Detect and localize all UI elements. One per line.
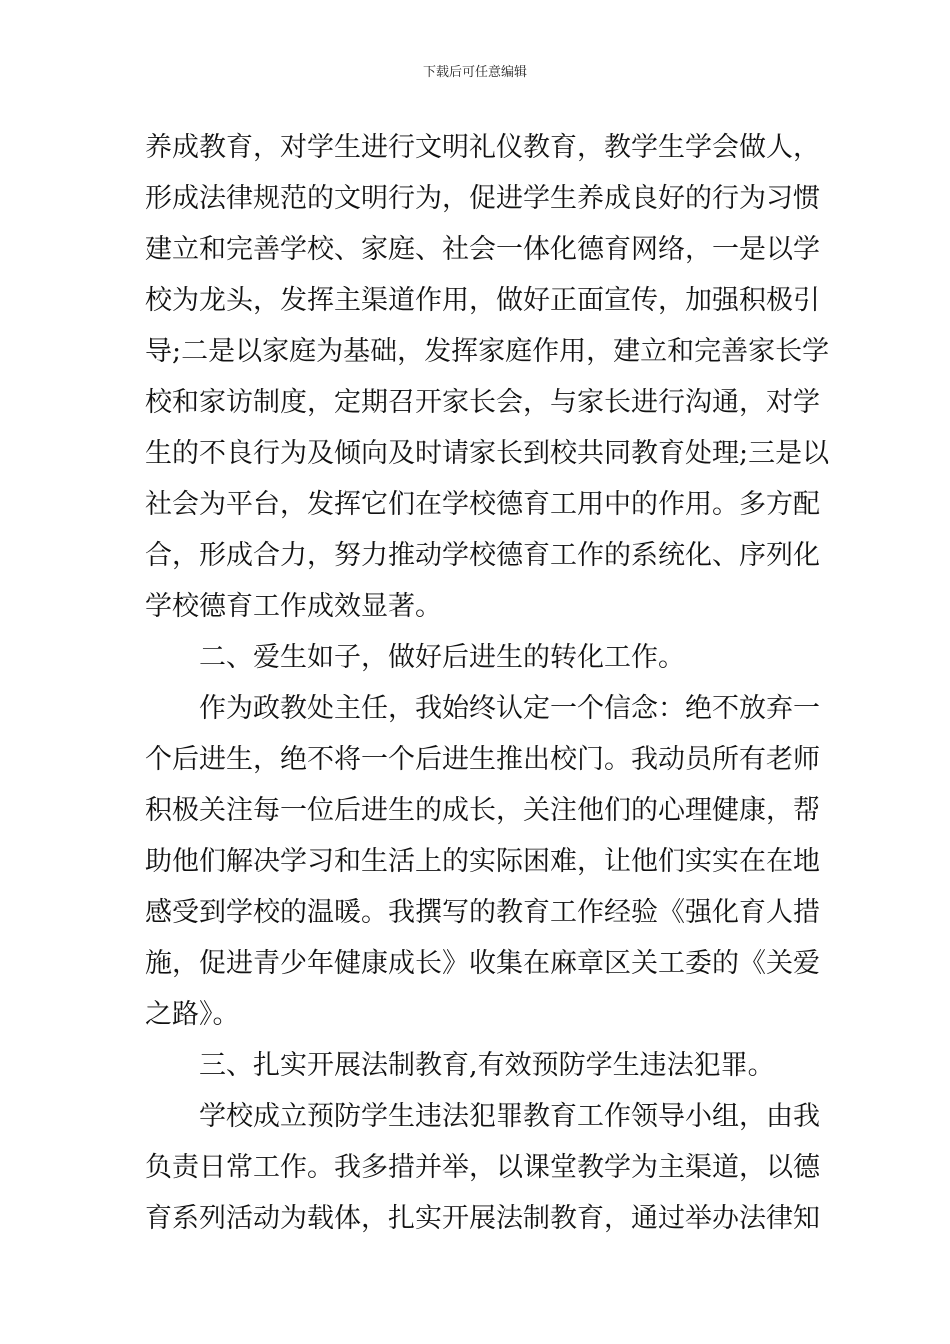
text-line: 感受到学校的温暖。我撰写的教育工作经验《强化育人措 [145,897,820,928]
text-line: 生的不良行为及倾向及时请家长到校共同教育处理;三是以 [145,438,830,469]
text-line: 三、扎实开展法制教育,有效预防学生违法犯罪。 [199,1050,775,1081]
text-line: 积极关注每一位后进生的成长，关注他们的心理健康，帮 [145,795,820,826]
document-body [145,122,830,1244]
text-line: 校和家访制度，定期召开家长会，与家长进行沟通，对学 [145,387,820,418]
text-line: 建立和完善学校、家庭、社会一体化德育网络，一是以学 [145,234,820,265]
text-line: 个后进生，绝不将一个后进生推出校门。我动员所有老师 [145,744,820,775]
text-line: 校为龙头，发挥主渠道作用，做好正面宣传，加强积极引 [145,285,820,316]
text-line: 作为政教处主任，我始终认定一个信念：绝不放弃一 [199,693,820,724]
text-line: 导;二是以家庭为基础，发挥家庭作用，建立和完善家长学 [145,336,830,367]
text-line: 学校德育工作成效显著。 [145,591,442,622]
page-header: 下载后可任意编辑 [422,65,527,80]
text-line: 之路》。 [145,999,240,1030]
text-line: 社会为平台，发挥它们在学校德育工用中的作用。多方配 [145,489,820,520]
text-line: 合，形成合力，努力推动学校德育工作的系统化、序列化 [145,540,820,571]
text-line: 育系列活动为载体，扎实开展法制教育，通过举办法律知 [145,1203,820,1234]
text-line: 施，促进青少年健康成长》收集在麻章区关工委的《关爱 [145,948,820,979]
text-line: 形成法律规范的文明行为，促进学生养成良好的行为习惯 [145,183,820,214]
text-line: 二、爱生如子，做好后进生的转化工作。 [199,642,685,673]
text-line: 负责日常工作。我多措并举，以课堂教学为主渠道，以德 [145,1152,820,1183]
text-line: 养成教育，对学生进行文明礼仪教育，教学生学会做人， [145,132,820,163]
text-line: 助他们解决学习和生活上的实际困难，让他们实实在在地 [145,846,820,877]
text-line: 学校成立预防学生违法犯罪教育工作领导小组，由我 [199,1101,820,1132]
